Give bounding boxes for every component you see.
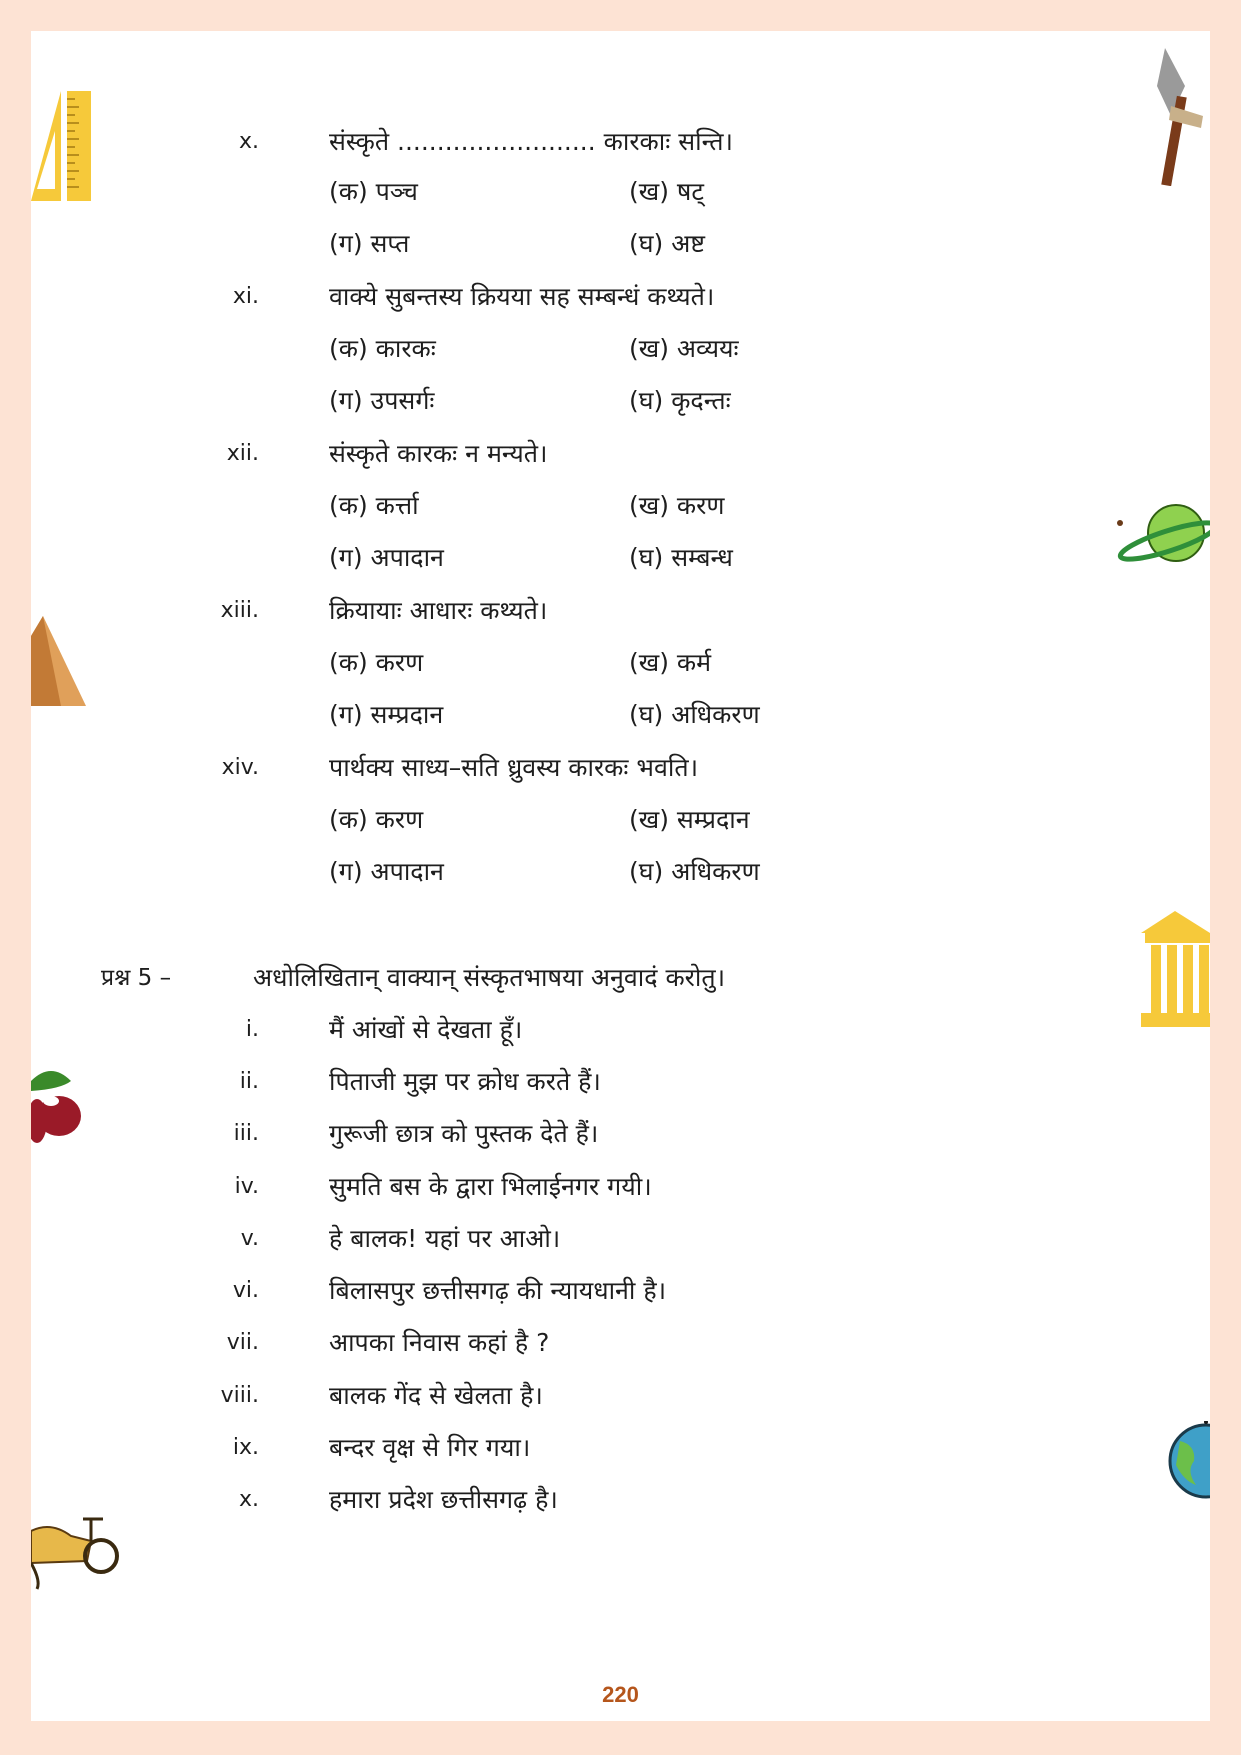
translation-item: बालक गेंद से खेलता है।: [329, 1381, 543, 1410]
option-kha: (ख) कर्म: [629, 648, 712, 677]
item-number: vii.: [226, 1330, 259, 1355]
option-ga: (ग) अपादान: [329, 543, 444, 572]
option-gha: (घ) अधिकरण: [629, 857, 760, 886]
question-5-instruction: अधोलिखितान् वाक्यान् संस्कृतभाषया अनुवादं करोतु।: [253, 963, 726, 992]
option-kha: (ख) सम्प्रदान: [629, 805, 750, 834]
item-number: x.: [238, 1487, 259, 1512]
option-ka: (क) करण: [329, 648, 424, 677]
translation-item: बन्दर वृक्ष से गिर गया।: [329, 1433, 531, 1462]
question-number: xi.: [232, 284, 259, 309]
question-text: संस्कृते कारकः न मन्यते।: [329, 439, 548, 468]
translation-item: बिलासपुर छत्तीसगढ़ की न्यायधानी है।: [329, 1276, 667, 1305]
page: [31, 31, 1210, 1721]
option-gha: (घ) अष्ट: [629, 229, 705, 258]
option-ga: (ग) सम्प्रदान: [329, 700, 444, 729]
option-gha: (घ) अधिकरण: [629, 700, 760, 729]
option-kha: (ख) षट्: [629, 177, 704, 206]
item-number: v.: [240, 1226, 259, 1251]
pyramid-icon: [31, 616, 86, 706]
translation-item: सुमति बस के द्वारा भिलाईनगर गयी।: [329, 1172, 652, 1201]
item-number: iii.: [233, 1121, 259, 1146]
translation-item: पिताजी मुझ पर क्रोध करते हैं।: [329, 1067, 601, 1096]
option-ga: (ग) उपसर्गः: [329, 386, 435, 415]
question-text: पार्थक्य साध्य–सति ध्रुवस्य कारकः भवति।: [329, 753, 699, 782]
option-kha: (ख) अव्ययः: [629, 334, 739, 363]
translation-item: आपका निवास कहां है ?: [329, 1328, 550, 1357]
question-number: xiii.: [220, 598, 259, 623]
question-number: xiv.: [221, 755, 259, 780]
ruler-set-square-icon: [31, 91, 101, 211]
question-text: संस्कृते ......................... कारकाः सन्ति।: [329, 127, 734, 156]
option-kha: (ख) करण: [629, 491, 725, 520]
option-ka: (क) करण: [329, 805, 424, 834]
question-number: x.: [238, 129, 259, 154]
translation-item: मैं आंखों से देखता हूँ।: [329, 1015, 523, 1044]
question-number: xii.: [226, 441, 259, 466]
option-ga: (ग) सप्त: [329, 229, 410, 258]
translation-item: हे बालक! यहां पर आओ।: [329, 1224, 561, 1253]
item-number: ii.: [239, 1069, 259, 1094]
option-ga: (ग) अपादान: [329, 857, 444, 886]
item-number: i.: [245, 1017, 259, 1042]
option-gha: (घ) कृदन्तः: [629, 386, 731, 415]
globe-icon: [1166, 1421, 1210, 1501]
item-number: viii.: [220, 1383, 259, 1408]
page-number: 220: [602, 1682, 639, 1707]
option-gha: (घ) सम्बन्ध: [629, 543, 733, 572]
translation-item: गुरूजी छात्र को पुस्तक देते हैं।: [329, 1119, 599, 1148]
planet-icon: [1116, 501, 1210, 571]
item-number: ix.: [232, 1435, 259, 1460]
question-text: वाक्ये सुबन्तस्य क्रियया सह सम्बन्धं कथ्यते।: [329, 282, 715, 311]
option-ka: (क) कारकः: [329, 334, 436, 363]
question-5-label: प्रश्न 5 –: [101, 965, 172, 991]
item-number: vi.: [232, 1278, 259, 1303]
cart-icon: [31, 1501, 126, 1591]
question-text: क्रियायाः आधारः कथ्यते।: [329, 596, 548, 625]
fruit-icon: [31, 1061, 91, 1151]
option-ka: (क) कर्त्ता: [329, 491, 419, 520]
item-number: iv.: [234, 1174, 259, 1199]
option-ka: (क) पञ्च: [329, 177, 418, 206]
stone-axe-icon: [1151, 46, 1210, 186]
translation-item: हमारा प्रदेश छत्तीसगढ़ है।: [329, 1485, 558, 1514]
temple-column-icon: [1141, 911, 1210, 1031]
